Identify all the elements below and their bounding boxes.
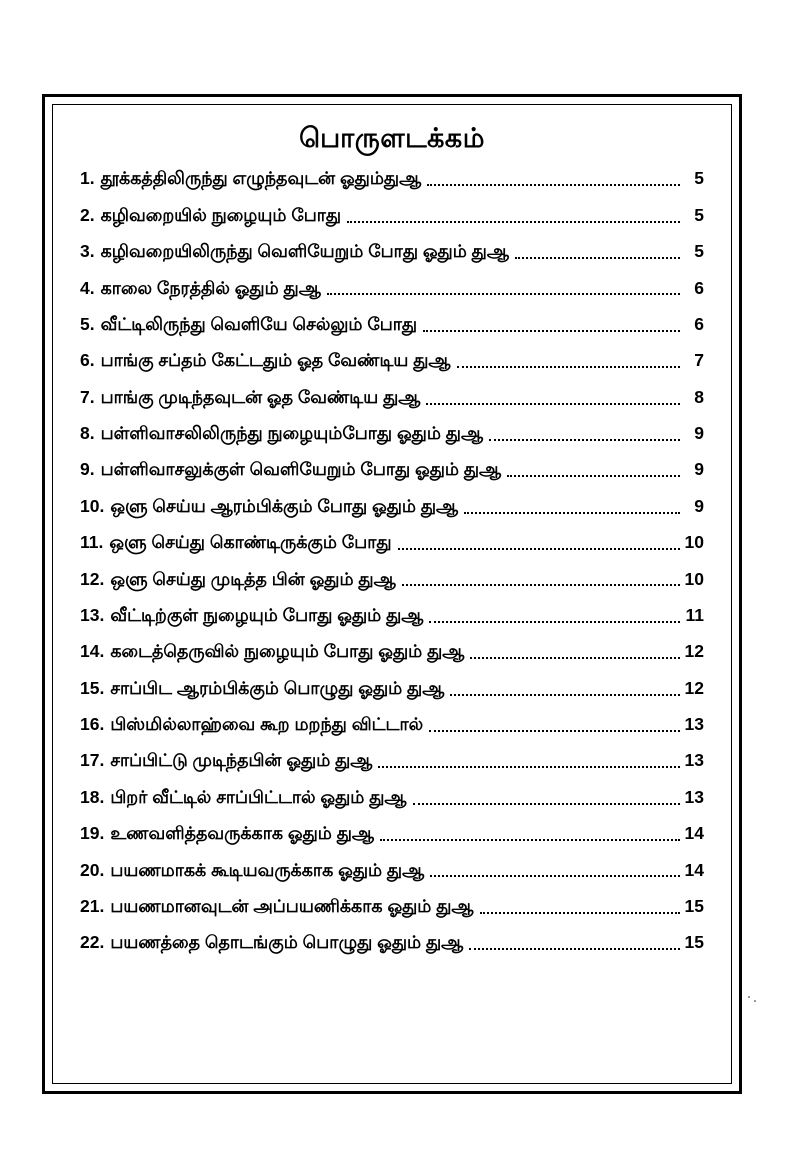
toc-leader-dots bbox=[470, 656, 680, 659]
toc-entry bbox=[80, 459, 704, 481]
toc-entry bbox=[80, 932, 704, 954]
toc-entry-label: உணவளித்தவருக்காக ஓதும் துஆ bbox=[110, 823, 375, 844]
toc-entry-number: 8. bbox=[80, 423, 95, 444]
toc-leader-dots bbox=[430, 874, 680, 877]
toc-entry-label: பயணமாகக் கூடியவருக்காக ஓதும் துஆ bbox=[110, 859, 425, 880]
toc-entry-number: 20. bbox=[80, 859, 105, 880]
toc-leader-dots bbox=[464, 511, 680, 514]
toc-entry-page: 7 bbox=[694, 350, 704, 371]
toc-entry-number: 16. bbox=[80, 714, 105, 735]
toc-entry-page: 12 bbox=[684, 677, 704, 698]
toc-entry bbox=[80, 496, 704, 518]
toc-entry-label: பயணத்தை தொடங்கும் பொழுது ஓதும் துஆ bbox=[110, 932, 464, 953]
toc-entry-number: 12. bbox=[80, 568, 105, 589]
toc-leader-dots bbox=[380, 838, 680, 841]
toc-entry-page: 6 bbox=[694, 277, 704, 298]
toc-entry-number: 3. bbox=[80, 241, 95, 262]
toc-leader-dots bbox=[327, 292, 680, 295]
toc-entry bbox=[80, 678, 704, 700]
toc-entry-label: ஒளு செய்து கொண்டிருக்கும் போது bbox=[109, 532, 392, 553]
toc-entry-number: 14. bbox=[80, 641, 105, 662]
toc-entry-page: 14 bbox=[684, 859, 704, 880]
toc-entry-page: 10 bbox=[684, 568, 704, 589]
toc-entry bbox=[80, 168, 704, 190]
toc-entry bbox=[80, 569, 704, 591]
toc-entry-number: 19. bbox=[80, 823, 105, 844]
toc-entry bbox=[80, 278, 704, 300]
toc-entry-page: 6 bbox=[694, 313, 704, 334]
toc-leader-dots bbox=[429, 620, 680, 623]
toc-entry-number: 21. bbox=[80, 895, 105, 916]
toc-entry-label: பயணமானவுடன் அப்பயணிக்காக ஓதும் துஆ bbox=[110, 895, 474, 916]
toc-entry bbox=[80, 787, 704, 809]
scan-speckle bbox=[754, 1000, 756, 1002]
toc-leader-dots bbox=[480, 911, 680, 914]
toc-entry-number: 9. bbox=[80, 459, 95, 480]
toc-entry-page: 13 bbox=[684, 750, 704, 771]
toc-entry-page: 15 bbox=[684, 932, 704, 953]
toc-entry-page: 5 bbox=[694, 204, 704, 225]
toc-entry bbox=[80, 896, 704, 918]
toc-entry-number: 22. bbox=[80, 932, 105, 953]
toc-entry bbox=[80, 205, 704, 227]
toc-entry-number: 11. bbox=[80, 532, 104, 553]
toc-entry-page: 8 bbox=[694, 386, 704, 407]
toc-entry-label: பள்ளிவாசலிலிருந்து நுழையும்போது ஓதும் துஆ bbox=[100, 423, 484, 444]
toc-leader-dots bbox=[515, 256, 680, 259]
toc-entry bbox=[80, 532, 704, 554]
toc-entry-label: கடைத்தெருவில் நுழையும் போது ஓதும் துஆ bbox=[110, 641, 465, 662]
toc-leader-dots bbox=[457, 365, 680, 368]
toc-entry-label: பிறர் வீட்டில் சாப்பிட்டால் ஓதும் துஆ bbox=[110, 786, 407, 807]
toc-entry bbox=[80, 823, 704, 845]
toc-entry bbox=[80, 423, 704, 445]
toc-entry-page: 5 bbox=[694, 241, 704, 262]
toc-leader-dots bbox=[426, 402, 680, 405]
toc-entry-number: 15. bbox=[80, 677, 105, 698]
toc-entry-label: சாப்பிட்டு முடிந்தபின் ஓதும் துஆ bbox=[110, 750, 373, 771]
toc-entry-label: சாப்பிட ஆரம்பிக்கும் பொழுது ஓதும் துஆ bbox=[110, 677, 445, 698]
toc-entry-page: 5 bbox=[694, 168, 704, 189]
toc-entry-number: 13. bbox=[80, 604, 105, 625]
toc-entry-label: ஒளு செய்து முடித்த பின் ஓதும் துஆ bbox=[110, 568, 396, 589]
scan-speckle bbox=[748, 996, 750, 998]
toc-entry-number: 17. bbox=[80, 750, 105, 771]
toc-entry-label: காலை நேரத்தில் ஓதும் துஆ bbox=[100, 277, 321, 298]
toc-entry bbox=[80, 641, 704, 663]
toc-entry-label: வீட்டிலிருந்து வெளியே செல்லும் போது bbox=[100, 313, 418, 334]
toc-leader-dots bbox=[427, 183, 680, 186]
toc-entry-page: 9 bbox=[694, 495, 704, 516]
toc-entry-page: 12 bbox=[684, 641, 704, 662]
toc-entry-number: 6. bbox=[80, 350, 95, 371]
toc-entry-label: பிஸ்மில்லாஹ்வை கூற மறந்து விட்டால் bbox=[110, 714, 424, 735]
toc-entry bbox=[80, 241, 704, 263]
toc-leader-dots bbox=[398, 547, 680, 550]
page-title: பொருளடக்கம் bbox=[299, 123, 485, 153]
toc-entry-label: பாங்கு சப்தம் கேட்டதும் ஓத வேண்டிய துஆ bbox=[100, 350, 451, 371]
toc-entry-page: 9 bbox=[694, 459, 704, 480]
toc-entry bbox=[80, 387, 704, 409]
toc-entry bbox=[80, 314, 704, 336]
toc-entry-label: வீட்டிற்குள் நுழையும் போது ஓதும் துஆ bbox=[110, 604, 424, 625]
toc-leader-dots bbox=[402, 583, 680, 586]
toc-entry-label: கழிவறையில் நுழையும் போது bbox=[100, 204, 342, 225]
toc-entry-number: 7. bbox=[80, 386, 95, 407]
toc-entry-number: 2. bbox=[80, 204, 95, 225]
page-content bbox=[66, 112, 718, 1076]
toc-entry-number: 1. bbox=[80, 168, 95, 189]
toc-leader-dots bbox=[378, 765, 680, 768]
toc-entry-label: கழிவறையிலிருந்து வெளியேறும் போது ஓதும் துஆ bbox=[100, 241, 509, 262]
toc-entry-number: 10. bbox=[80, 495, 105, 516]
toc-leader-dots bbox=[429, 729, 680, 732]
toc-entry-number: 18. bbox=[80, 786, 105, 807]
toc-leader-dots bbox=[347, 220, 680, 223]
toc-entry-label: பள்ளிவாசலுக்குள் வெளியேறும் போது ஓதும் துஆ bbox=[100, 459, 502, 480]
toc-entry-number: 4. bbox=[80, 277, 95, 298]
toc-entry-label: பாங்கு முடிந்தவுடன் ஓத வேண்டிய துஆ bbox=[100, 386, 421, 407]
toc-entry-page: 13 bbox=[684, 786, 704, 807]
toc-entry-page: 13 bbox=[684, 714, 704, 735]
toc-entry-page: 14 bbox=[684, 823, 704, 844]
toc-entry-page: 11 bbox=[685, 604, 704, 625]
toc-entry-label: தூக்கத்திலிருந்து எழுந்தவுடன் ஓதும்துஆ bbox=[100, 168, 422, 189]
toc-leader-dots bbox=[450, 693, 680, 696]
toc-entry-page: 10 bbox=[684, 532, 704, 553]
toc-entry bbox=[80, 605, 704, 627]
toc-leader-dots bbox=[489, 438, 680, 441]
toc-entry bbox=[80, 714, 704, 736]
toc-entry bbox=[80, 860, 704, 882]
toc-entry-number: 5. bbox=[80, 313, 95, 334]
toc-leader-dots bbox=[469, 947, 680, 950]
toc-entry-label: ஒளு செய்ய ஆரம்பிக்கும் போது ஓதும் துஆ bbox=[110, 495, 459, 516]
table-of-contents bbox=[80, 168, 704, 954]
toc-leader-dots bbox=[423, 329, 680, 332]
toc-entry-page: 9 bbox=[694, 423, 704, 444]
toc-entry bbox=[80, 750, 704, 772]
toc-entry-page: 15 bbox=[684, 895, 704, 916]
toc-leader-dots bbox=[507, 474, 680, 477]
toc-entry bbox=[80, 350, 704, 372]
toc-leader-dots bbox=[413, 802, 680, 805]
